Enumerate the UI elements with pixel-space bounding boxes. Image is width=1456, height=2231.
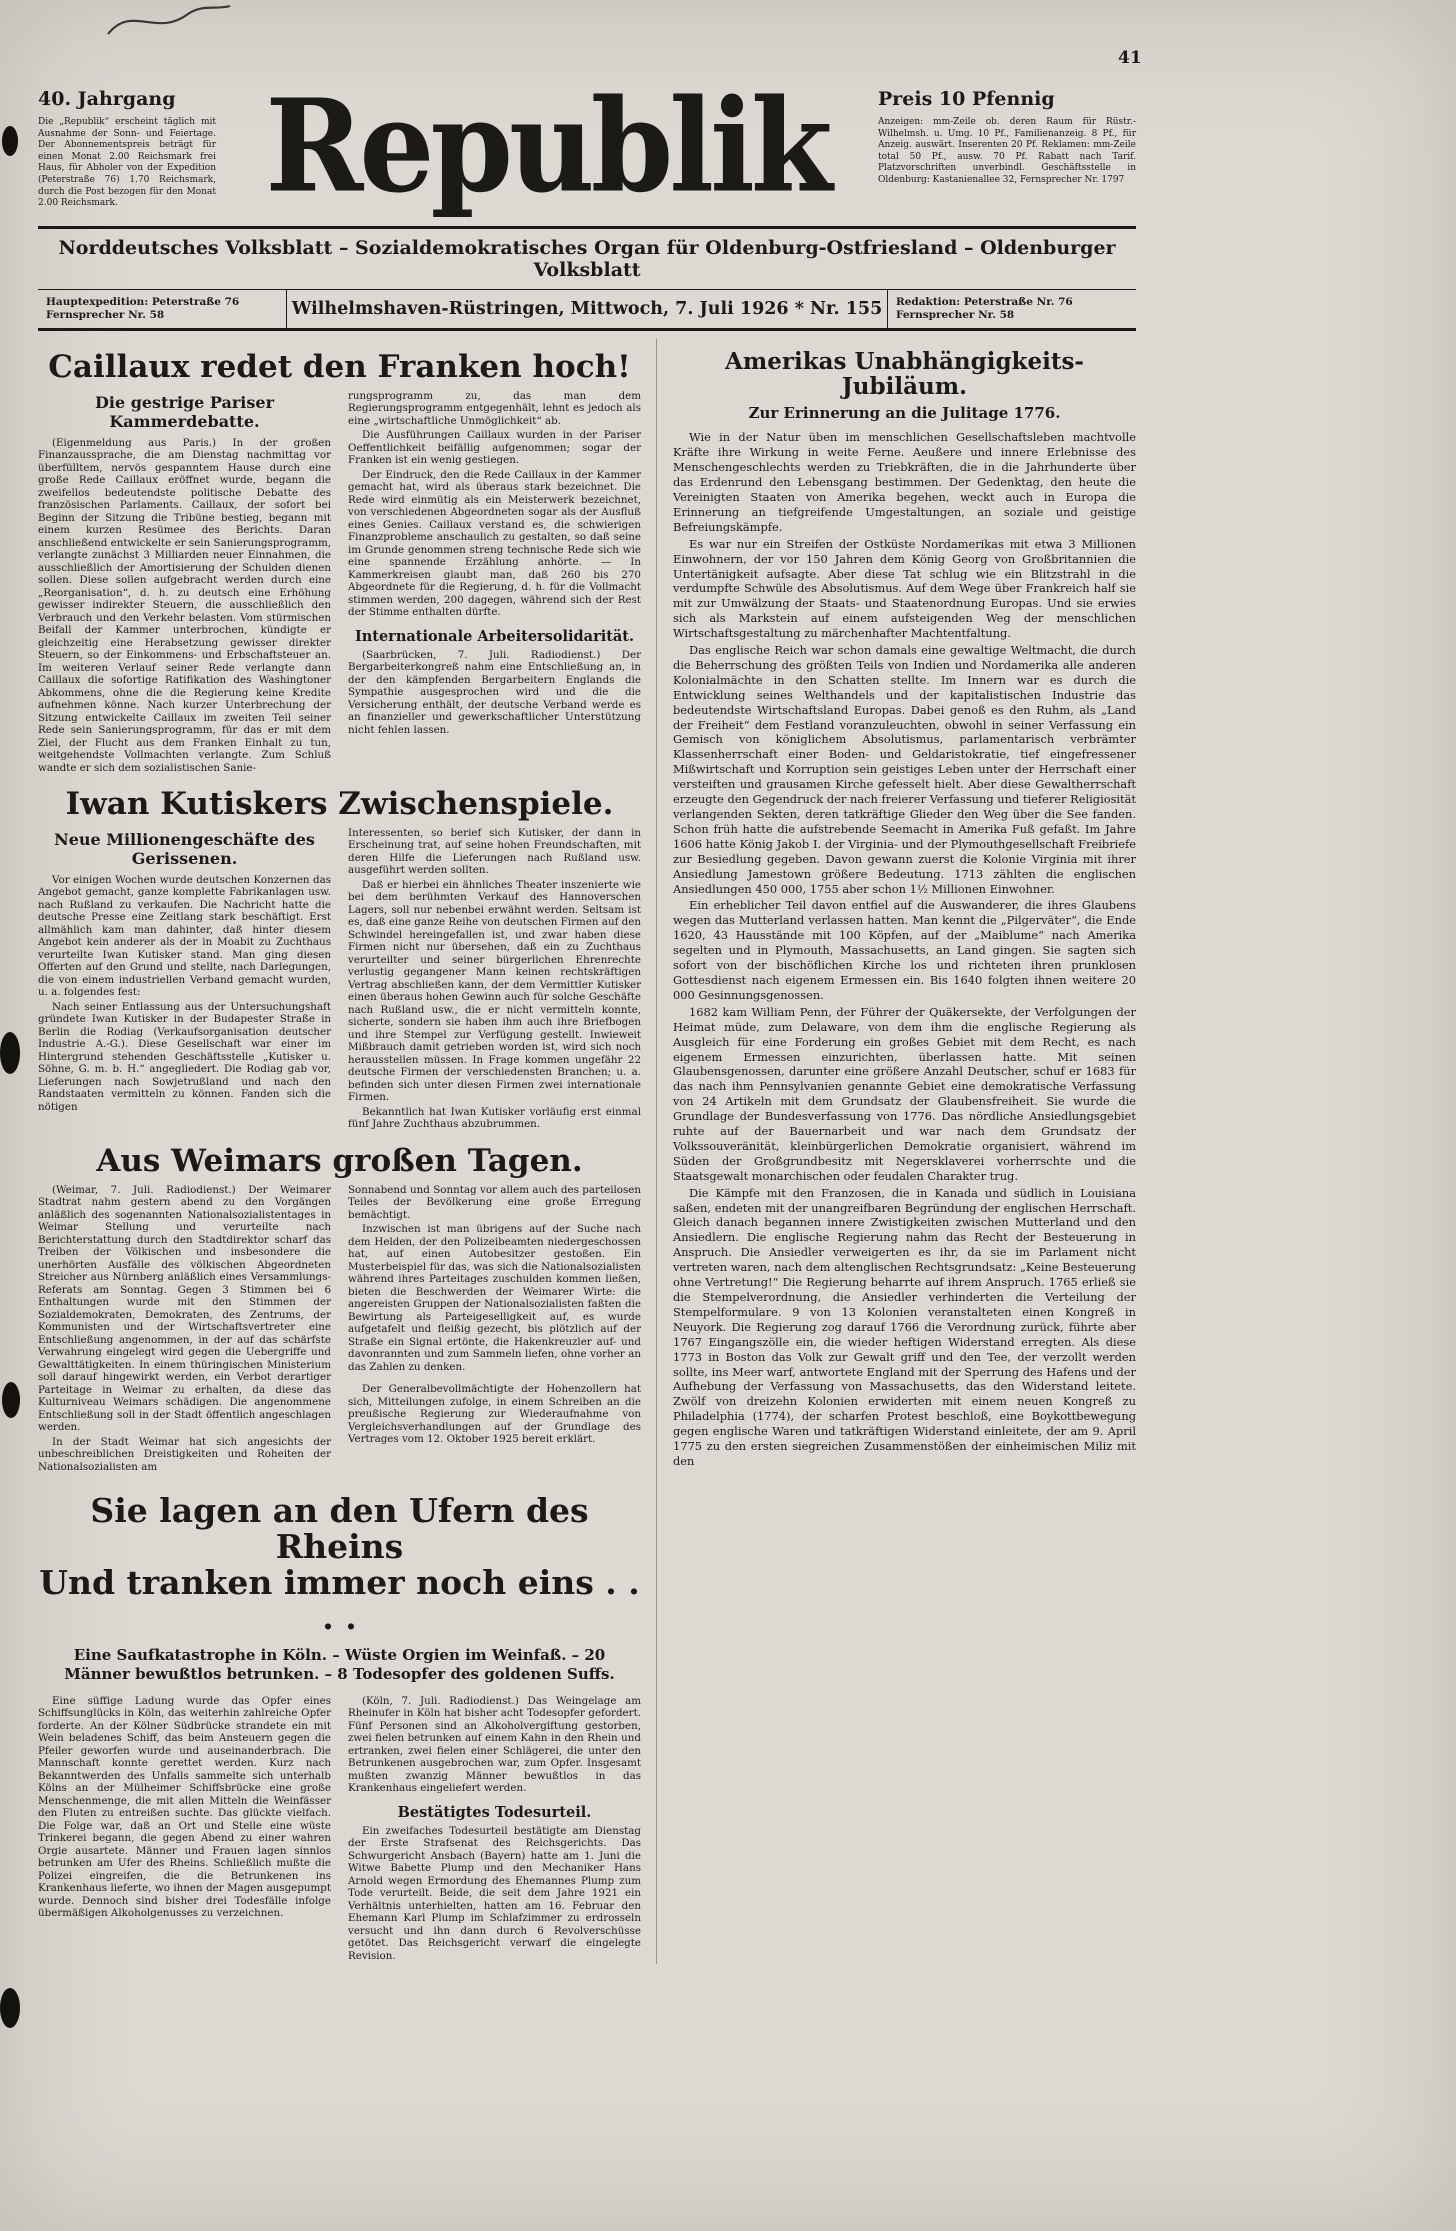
masthead-right (878, 88, 1136, 187)
article-caillaux (38, 348, 641, 776)
paragraph: Inzwischen ist man übrigens auf der Suche nach dem Helden, der den Polizeibeamten niedergeschossen hat, auf einen Autobesitzer gestoßen. Ein Musterbeispiel für das, was sich die Nationalsozialisten während ihres Parteitages zuschulden kommen ließen, bieten die Beschwerden der Weimarer Wirte: die angereisten Gruppen der Nationalsozialisten faßten die Bewirtung als Parteigeselligkeit auf, es wurde aufgetafelt und fleißig gezecht, bis plötzlich auf der Straße ein Signal ertönte, die Hakenkreuzler auf- und davonrannten und zum Sammeln liefen, ohne vorher an das Zahlen zu denken. (348, 1223, 641, 1373)
article-weimar (38, 1142, 641, 1475)
article-column (348, 1695, 641, 1965)
paragraph: rungsprogramm zu, das man dem Regierungsprogramm entgegenhält, lehnt es jedoch als eine „wirtschaftliche Unmöglichkeit“ ab. (348, 389, 641, 427)
volume-label: 40. Jahrgang (38, 88, 176, 110)
article-column (38, 1695, 331, 1965)
advertising-notice: Anzeigen: mm-Zeile ob. deren Raum für Rüstr.-Wilhelmsh. u. Umg. 10 Pf., Familienanzeig. 8 Pf., für Anzeig. auswärt. Inserenten 20 Pf. Reklamen: mm-Zeile total 50 Pf., ausw. 70 Pf. Rabatt nach Tarif. Platzvorschriften unverbindl. Geschäftsstelle in Oldenburg: Kastanienallee 32, Fernsprecher Nr. 1797 (878, 117, 1136, 185)
paragraph: Das englische Reich war schon damals eine gewaltige Weltmacht, die durch die Beherrschung des größten Teils von Indien und Nordamerika alle anderen Kolonialmächte in den Schatten stellte. Im Innern war es durch die Entwicklung seines Welthandels und der kapitalistischen Industrie das bedeutendste Wirtschaftsland Europas. Dabei genoß es den Ruhm, als „Land der Freiheit“ dem Festland voranzuleuchten, obwohl in seiner Verfassung ein Gemisch von königlichem Absolutismus, parlamentarisch verbrämter Klassenherrschaft einer Boden- und Geldaristokratie, tief eingefressener Mißwirtschaft und Korruption sein geistiges Leben unter der Herrschaft einer versteiften und grausamen Kirche gefesselt hielt. Aber diese Gewaltherrschaft erzeugte den Gegendruck der nach freierer Verfassung und tieferer Religiosität verlangenden Sekten, deren tatkräftige Glieder den Weg über die See fanden. Schon früh hatte die aufstrebende Seemacht in Amerika Fuß gefaßt. Im Jahre 1606 hatte König Jakob I. der Virginia- und der Plymouthgesellschaft Freibriefe zur Besiedlung gegeben. Davon gewann zuerst die Kolonie Virginia mit ihrer Ansiedlung Jamestown größere Bedeutung. 1713 zählten die englischen Ansiedlungen 450 000, 1755 aber schon 1½ Millionen Einwohner. (673, 643, 1136, 896)
article-column (348, 390, 641, 777)
article-headline: Caillaux redet den Franken hoch! (48, 348, 631, 385)
article-column (348, 1184, 641, 1476)
article-headline: Amerikas Unabhängigkeits-Jubiläum. (725, 347, 1084, 401)
right-column (656, 339, 1136, 1965)
binding-mark (0, 1032, 20, 1074)
subscription-notice: Die „Republik“ erscheint täglich mit Ausnahme der Sonn- und Feiertage. Der Abonnementspreis beträgt für einen Monat 2.00 Reichsmark frei Haus, für Abholer von der Expedition (Peterstraße 76) 1.70 Reichsmark, durch die Post bezogen für den Monat 2.00 Reichsmark. (38, 117, 216, 209)
article-subhead: Zur Erinnerung an die Julitage 1776. (748, 404, 1061, 423)
paragraph: (Eigenmeldung aus Paris.) In der großen Finanzaussprache, die am Dienstag nachmittag vor überfülltem, nervös gespanntem Hause durch eine große Rede Caillaux eröffnet wurde, begann die zweifellos bedeutendste politische Debatte des französischen Parlaments. Caillaux, der sofort bei Beginn der Sitzung die Tribüne bestieg, begann mit einem kurzen Resümee des Berichts. Daran anschließend entwickelte er sein Sanierungsprogramm, verlangte zunächst 3 Milliarden neuer Einnahmen, die ausschließlich der Amortisierung der Schulden dienen sollen. Diese sollen aufgebracht werden durch eine „Reorganisation“, d. h. zu deutsch eine Erhöhung gewisser indirekter Steuern, die ausschließlich den Verbrauch und den Verkehr belasten. Vom stürmischen Beifall der Kammer unterbrochen, kündigte er gleichzeitig eine Herabsetzung gewisser direkter Steuern, so der Einkommens- und Erbschaftsteuer an. Im weiteren Verlauf seiner Rede verlangte dann Caillaux die sofortige Ratifikation des Washingtoner Abkommens, ohne die die Regierung keine Kredite aufnehmen könne. Nach kurzer Unterbrechung der Sitzung entwickelte Caillaux im zweiten Teil seiner Rede sein Sanierungsprogramm, für das er mit dem Ziel, der Flucht aus dem Franken Einhalt zu tun, weitgehendste Vollmachten verlangte. Zum Schluß wandte er sich dem sozialistischen Sanie- (38, 436, 331, 774)
article-kutisker (38, 788, 641, 1133)
paragraph: Der Eindruck, den die Rede Caillaux in der Kammer gemacht hat, wird als überaus stark bezeichnet. Die Rede wird einmütig als ein Meisterwerk bezeichnet, von verschiedenen Abgeordneten sogar als der Ausfluß eines Genies. Caillaux verstand es, die schwierigen Finanzprobleme anschaulich zu gestalten, so daß seine im Grunde genommen streng technische Rede sich wie eine spannende Erzählung anhörte. — In Kammerkreisen glaubt man, daß 260 bis 270 Abgeordnete für die Regierung, d. h. für die Vollmacht stimmen werden, 200 dagegen, während sich der Rest der Stimme enthalten dürfte. (348, 468, 641, 619)
dateline-center: Wilhelmshaven-Rüstringen, Mittwoch, 7. Juli 1926 * Nr. 155 (286, 290, 888, 328)
left-column-group (38, 339, 656, 1965)
paragraph: Interessenten, so berief sich Kutisker, der dann in Erscheinung trat, auf seine hohen Freundschaften, mit deren Hilfe die Lieferungen nach Rußland usw. ausgeführt werden sollten. (348, 826, 641, 877)
redaktion-phone: Fernsprecher Nr. 58 (896, 308, 1015, 321)
paragraph: Daß er hierbei ein ähnliches Theater inszenierte wie bei dem berühmten Verkauf des Hannoverschen Lagers, soll nur nebenbei erwähnt werden. Seltsam ist es, daß eine ganze Reihe von deutschen Firmen auf den Schwindel hereingefallen ist, und zwar haben diese Firmen nicht nur übersehen, daß ein zu Zuchthaus verurteilter und seiner bürgerlichen Ehrenrechte verlustig gegangener Mann keinen rechtskräftigen Vertrag abschließen kann, der dem Vermittler Kutisker einen überaus hohen Gewinn auch für solche Geschäfte nach Rußland usw., die er nicht vermitteln konnte, sicherte, sondern sie haben ihm auch ihre Briefbogen und ihre Stempel zur Verfügung gestellt. Inwieweit Mißbrauch damit getrieben worden ist, wird sich noch herausstellen müssen. In Frage kommen ungefähr 22 deutsche Firmen der verschiedensten Branchen; u. a. befinden sich unter diesen Firmen zwei internationale Firmen. (348, 878, 641, 1104)
article-headline: Iwan Kutiskers Zwischenspiele. (65, 786, 614, 823)
paragraph: Bekanntlich hat Iwan Kutisker vorläufig erst einmal fünf Jahre Zuchthaus abzubrummen. (348, 1105, 641, 1131)
binding-mark (2, 126, 18, 156)
paragraph: Nach seiner Entlassung aus der Untersuchungshaft gründete Iwan Kutisker in der Budapester Straße in Berlin die Rodiag (Verkaufsorganisation deutscher Industrie A.-G.). Diese Gesellschaft war einer im Hintergrund stehenden Geschäftsstelle „Kutisker u. Söhne, G. m. b. H.“ angegliedert. Die Rodiag gab vor, Lieferungen nach Sowjetrußland und nach den Randstaaten vermitteln zu können. Fanden sich die nötigen (38, 1000, 331, 1113)
masthead-subtitle: Norddeutsches Volksblatt – Sozialdemokratisches Organ für Oldenburg-Ostfriesland – Oldenburger Volksblatt (38, 226, 1136, 290)
paragraph: Ein zweifaches Todesurteil bestätigte am Dienstag der Erste Strafsenat des Reichsgerichts. Das Schwurgericht Ansbach (Bayern) hatte am 1. Juni die Witwe Babette Plump und den Mechaniker Hans Arnold wegen Ermordung des Ehemannes Plump zum Tode verurteilt. Beide, die seit dem Jahre 1921 ein Verhältnis unterhielten, hatten am 16. Februar den Ehemann Karl Plump im Schlafzimmer zu erdrosseln versucht und ihn dann durch 6 Revolverschüsse getötet. Das Reichsgericht verwarf die eingelegte Revision. (348, 1824, 641, 1962)
paragraph: (Saarbrücken, 7. Juli. Radiodienst.) Der Bergarbeiterkongreß nahm eine Entschließung an, in der den kämpfenden Bergarbeitern Englands die Sympathie ausgesprochen wird und die die Versicherung enthält, der deutsche Verband werde es an finanzieller und gewerkschaftlicher Unterstützung nicht fehlen lassen. (348, 648, 641, 736)
masthead (38, 70, 1136, 221)
article-headline-line2: Und tranken immer noch eins . . . . (39, 1562, 640, 1638)
page-content (38, 339, 1136, 1965)
article-subhead: Neue Millionengeschäfte des Gerissenen. (54, 829, 315, 868)
dateline-right (888, 290, 1136, 328)
paragraph: Vor einigen Wochen wurde deutschen Konzernen das Angebot gemacht, ganze komplette Fabrikanlagen usw. nach Rußland zu verkaufen. Die Nachricht hatte die deutsche Presse eine Zeitlang stark beschäftigt. Erst allmählich kam man dahinter, daß hinter diesem Angebot kein anderer als der in Moabit zu Zuchthaus verurteilte Iwan Kutisker stand. Man ging diesen Offerten auf den Grund und stellte, nach Darlegungen, die von einem industriellen Verband gemacht wurden, u. a. folgendes fest: (38, 873, 331, 999)
dateline-bar (38, 290, 1136, 331)
binding-mark (2, 1382, 20, 1418)
page-number: 41 (1118, 48, 1142, 68)
paragraph: Ein erheblicher Teil davon entfiel auf die Auswanderer, die ihres Glaubens wegen das Mutterland verlassen hatten. Man kennt die „Pilgerväter“, die Ende 1620, 43 Hausstände mit 100 Köpfen, auf der „Maiblume“ nach Amerika segelten und in Plymouth, Massachusetts, an Land gingen. Sie sagten sich sofort von der bischöflichen Kirche los und richteten ihren prunklosen Gottesdienst nach eigenem Ermessen ein. Bis 1640 folgten ihnen weitere 20 000 Gesinnungsgenossen. (673, 898, 1136, 1002)
article-headline-line1: Sie lagen an den Ufern des Rheins (90, 1491, 589, 1566)
masthead-left (38, 88, 216, 210)
article-amerika (673, 349, 1136, 1469)
article-column (38, 1184, 331, 1476)
paragraph: Die Kämpfe mit den Franzosen, die in Kanada und südlich in Louisiana saßen, endeten mit der unangreifbaren Begründung der englischen Herrschaft. Gleich danach begannen innere Zwistigkeiten zwischen Mutterland und den Ansiedlern. Die englische Regierung nahm das Recht der Besteuerung in Anspruch. Die Ansiedler verweigerten es ihr, da sie im Parlament nicht vertreten waren, nach dem altenglischen Rechtsgrundsatz: „Keine Besteuerung ohne Vertretung!“ Die Regierung beharrte auf ihrem Anspruch. 1765 erließ sie die Stempelverordnung, die Ansiedler verhinderten die Verteilung der Stempelformulare. 9 von 13 Kolonien veranstalteten einen Kongreß in Neuyork. Die Regierung zog darauf 1766 die Verordnung zurück, führte aber 1767 Eingangszölle ein, die wieder heftigen Widerstand erregten. Als diese 1773 in Boston das Volk zur Gewalt griff und den Tee, der verzollt werden sollte, ins Meer warf, antwortete England mit der Sperrung des Hafens und der Aufhebung der Verfassung von Massachusetts, das den Widerstand leitete. Zwölf von dreizehn Kolonien erwiderten mit einem neuen Kongreß zu Philadelphia (1774), der scharfen Protest beschloß, eine Boykottbewegung gegen englische Waren und tatkräftigen Widerstand einleitete, der am 9. April 1775 zu den ersten siegreichen Zusammenstößen der einheimischen Miliz mit den (673, 1185, 1136, 1468)
paragraph: Die Ausführungen Caillaux wurden in der Pariser Oeffentlichkeit beifällig aufgenommen; sogar der Franken ist ein wenig gestiegen. (348, 429, 641, 467)
paragraph: (Köln, 7. Juli. Radiodienst.) Das Weingelage am Rheinufer in Köln hat bisher acht Todesopfer gefordert. Fünf Personen sind an Alkoholvergiftung gestorben, zwei fielen betrunken auf einem Kahn in den Rhein und ertranken, zwei fielen einer Schlägerei, die unter den Betrunkenen ausgebrochen war, zum Opfer. Insgesamt mußten zwanzig Männer bewußtlos in das Krankenhaus eingeliefert werden. (348, 1694, 641, 1795)
paragraph-hohenzollern: Der Generalbevollmächtigte der Hohenzollern hat sich, Mitteilungen zufolge, in einem Schreiben an die preußische Regierung zur Wiederaufnahme von Vergleichsverhandlungen auf der Grundlage des Vertrages vom 12. Oktober 1925 bereit erklärt. (348, 1383, 641, 1446)
price-label: Preis 10 Pfennig (878, 88, 1055, 110)
article-subhead: Die gestrige Pariser Kammerdebatte. (94, 392, 274, 431)
masthead-title: Republik (265, 70, 829, 221)
section-headline: Internationale Arbeitersolidarität. (354, 627, 635, 645)
article-rhein (38, 1493, 641, 1964)
paragraph: Es war nur ein Streifen der Ostküste Nordamerikas mit etwa 3 Millionen Einwohnern, der vor 150 Jahren dem König Georg von Großbritannien die Untertänigkeit aufsagte. Aber diese Tat schlug wie ein Blitzstrahl in die verdumpfte Schwüle des Absolutismus. Auf dem Wege über Frankreich half sie mit zur Umwälzung der Staats- und Staatenordnung Europas. Und sie erwies sich als Markstein auf einem aufsteigenden Weg der menschlichen Wirtschaftsgestaltung zu märchenhafter Machtentfaltung. (673, 536, 1136, 641)
paragraph: 1682 kam William Penn, der Führer der Quäkersekte, der Verfolgungen der Heimat müde, zum Delaware, von dem ihm die englische Regierung als Ausgleich für eine Forderung ein großes Gebiet mit dem Recht, es nach eigenem Ermessen einzurichten, überlassen hatte. Mit seinen Glaubensgenossen, darunter eine größere Anzahl Deutscher, schuf er 1683 für das nach ihm Pennsylvanien genannte Gebiet eine demokratische Verfassung von 24 Artikeln mit dem Grundsatz der Glaubensfreiheit. Sie wurde die Grundlage der Bundesverfassung von 1776. Das nördliche Ansiedlungsgebiet ruhte auf der Bauernarbeit und war nach dem Grundsatz der Volkssouveränität, kleinbürgerlichen Demokratie organisiert, während im Süden der Großgrundbesitz mit Negersklaverei vorherrschte und die Staatsgewalt monarchischen oder feudalen Charakter trug. (673, 1004, 1136, 1183)
paragraph: Sonnabend und Sonntag vor allem auch des parteilosen Teiles der Bevölkerung eine große Erregung bemächtigt. (348, 1183, 641, 1221)
paragraph: (Weimar, 7. Juli. Radiodienst.) Der Weimarer Stadtrat nahm gestern abend zu den Vorgängen anläßlich des sogenannten Nationalsozialistentages in Weimar Stellung und verurteilte nach Berichterstattung durch den Stadtdirektor scharf das Treiben der Völkischen und insbesondere die unerhörten Ausfälle des völkischen Abgeordneten Streicher aus Nürnberg anläßlich eines Versammlungs-Referats am Sonntag. Gegen 3 Stimmen bei 6 Enthaltungen wurde mit den Stimmen der Sozialdemokraten, Demokraten, des Zentrums, der Kommunisten und der Wirtschaftsvertreter eine Entschließung angenommen, in der auf das schärfste Verwahrung eingelegt wird gegen die Uebergriffe und Gewalttätigkeiten. In einem thüringischen Ministerium soll darauf hingewirkt werden, ein Verbot derartiger Parteitage in Weimar zu erhalten, da diese das Kulturniveau Weimars schädigen. Die angenommene Entschließung soll in der Stadt öffentlich angeschlagen werden. (38, 1183, 331, 1434)
paragraph: Wie in der Natur üben im menschlichen Gesellschaftsleben machtvolle Kräfte ihre Wirkung in weite Ferne. Aeußere und innere Erlebnisse des Menschengeschlechts werden zu Triebkräften, die in die Jahrhunderte über das Erdenrund den Lebensgang bestimmen. Der Gedenktag, den heute die Vereinigten Staaten von Amerika begehen, weckt auch in Europa die Erinnerung an tiefgreifende Umgestaltungen, an soziale und geistige Befreiungskämpfe. (673, 430, 1136, 534)
paragraph: In der Stadt Weimar hat sich angesichts der unbeschreiblichen Dreistigkeiten und Roheiten der Nationalsozialisten am (38, 1435, 331, 1473)
redaktion-line: Redaktion: Peterstraße Nr. 76 (896, 295, 1073, 308)
dateline-left (38, 290, 286, 328)
article-column (348, 827, 641, 1133)
article-column (38, 827, 331, 1133)
article-headline: Aus Weimars großen Tagen. (96, 1142, 583, 1179)
paragraph: Eine süffige Ladung wurde das Opfer eines Schiffsunglücks in Köln, das weiterhin zahlreiche Opfer forderte. An der Kölner Südbrücke strandete ein mit Wein beladenes Schiff, das beim Ansteuern gegen die Pfeiler geworfen wurde und auseinanderbrach. Die Mannschaft konnte gerettet werden. Kurz nach Bekanntwerden des Unfalls sammelte sich unterhalb Kölns an der Mülheimer Schiffsbrücke eine große Menschenmenge, die mit allen Mitteln die Weinfässer den Fluten zu entreißen suchte. Das glückte vielfach. Die Folge war, daß an Ort und Stelle eine wüste Trinkerei begann, die gegen Abend zu einer wahren Orgie ausartete. Männer und Frauen lagen sinnlos betrunken am Ufer des Rheins. Schließlich mußte die Polizei eingreifen, die die Betrunkenen ins Krankenhaus lieferte, wo ihnen der Magen ausgepumpt wurde. Dennoch sind bisher drei Todesfälle infolge übermäßigen Alkoholgenusses zu verzeichnen. (38, 1694, 331, 1920)
article-subhead: Eine Saufkatastrophe in Köln. – Wüste Orgien im Weinfaß. – 20 Männer bewußtlos betrunken. – 8 Todesopfer des goldenen Suffs. (64, 1645, 615, 1684)
section-headline: Bestätigtes Todesurteil. (397, 1803, 592, 1821)
binding-mark (0, 1988, 20, 2028)
print-area (38, 26, 1136, 1964)
hauptexpedition-phone: Fernsprecher Nr. 58 (46, 308, 165, 321)
article-column (38, 390, 331, 777)
hauptexpedition-line: Hauptexpedition: Peterstraße 76 (46, 295, 240, 308)
